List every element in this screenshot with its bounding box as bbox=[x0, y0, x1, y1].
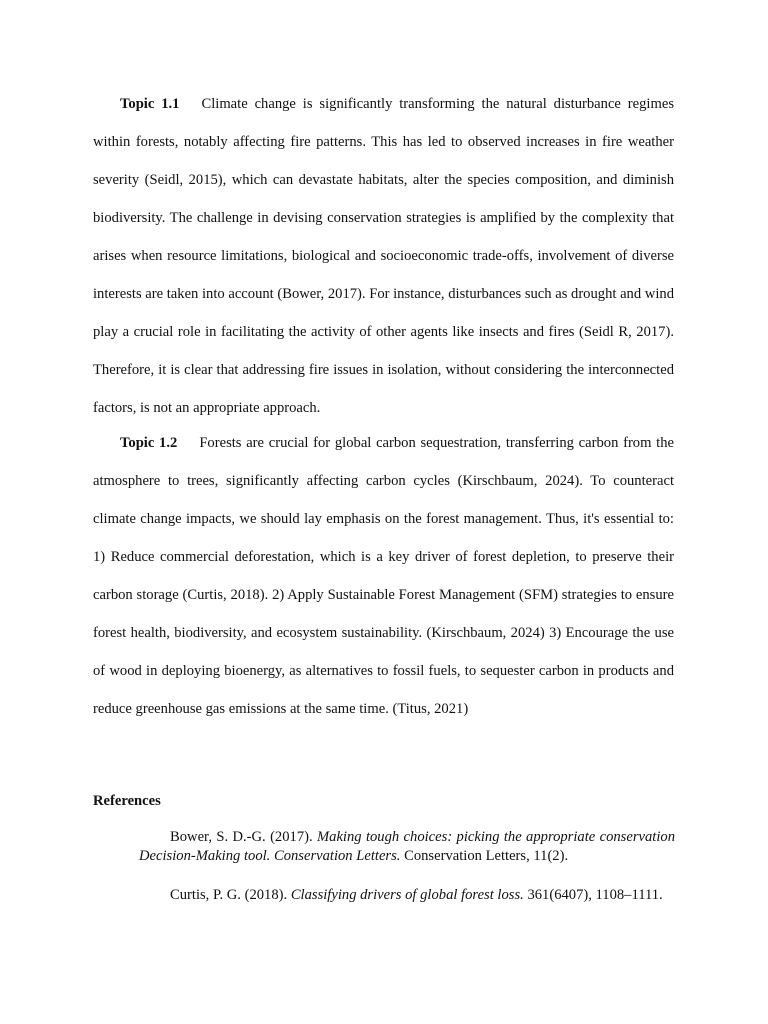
reference-entry bbox=[139, 886, 675, 905]
paragraph-topic-1-1 bbox=[93, 85, 674, 427]
references-heading: References bbox=[93, 793, 161, 809]
reference-author-year: Bower, S. D.-G. (2017). bbox=[170, 829, 317, 845]
reference-author-year: Curtis, P. G. (2018). bbox=[170, 887, 291, 903]
reference-source: Conservation Letters, 11(2). bbox=[400, 847, 569, 864]
reference-title: Making tough choices: picking the appropriate conservation Decision-Making tool. Conservation Letters. bbox=[139, 829, 675, 864]
topic-label: Topic 1.2 bbox=[120, 435, 178, 451]
reference-entry bbox=[139, 828, 675, 865]
topic-label: Topic 1.1 bbox=[120, 96, 180, 112]
reference-source: 361(6407), 1108–1111. bbox=[523, 887, 663, 903]
paragraph-text: Forests are crucial for global carbon sequestration, transferring carbon from the atmosphere to trees, significantly affecting carbon cycles (Kirschbaum, 2024). To counteract climate change impacts, we should lay emphasis on the forest management. Thus, it's essential to: 1) Reduce commercial deforestation, which is a key driver of forest depletion, to preserve their carbon storage (Curtis, 2018). 2) Apply Sustainable Forest Management (SFM) strategies to ensure forest health, biodiversity, and ecosystem sustainability. (Kirschbaum, 2024) 3) Encourage the use of wood in deploying bioenergy, as alternatives to fossil fuels, to sequester carbon in products and reduce greenhouse gas emissions at the same time. (Titus, 2021) bbox=[93, 435, 674, 717]
paragraph-text: Climate change is significantly transforming the natural disturbance regimes within forests, notably affecting fire patterns. This has led to observed increases in fire weather severity (Seidl, 2015), which can devastate habitats, alter the species composition, and diminish biodiversity. The challenge in devising conservation strategies is amplified by the complexity that arises when resource limitations, biological and socioeconomic trade-offs, involvement of diverse interests are taken into account (Bower, 2017). For instance, disturbances such as drought and wind play a crucial role in facilitating the activity of other agents like insects and fires (Seidl R, 2017). Therefore, it is clear that addressing fire issues in isolation, without considering the interconnected factors, is not an appropriate approach. bbox=[93, 96, 674, 416]
paragraph-topic-1-2 bbox=[93, 424, 674, 728]
reference-title: Classifying drivers of global forest loss. bbox=[290, 887, 524, 903]
